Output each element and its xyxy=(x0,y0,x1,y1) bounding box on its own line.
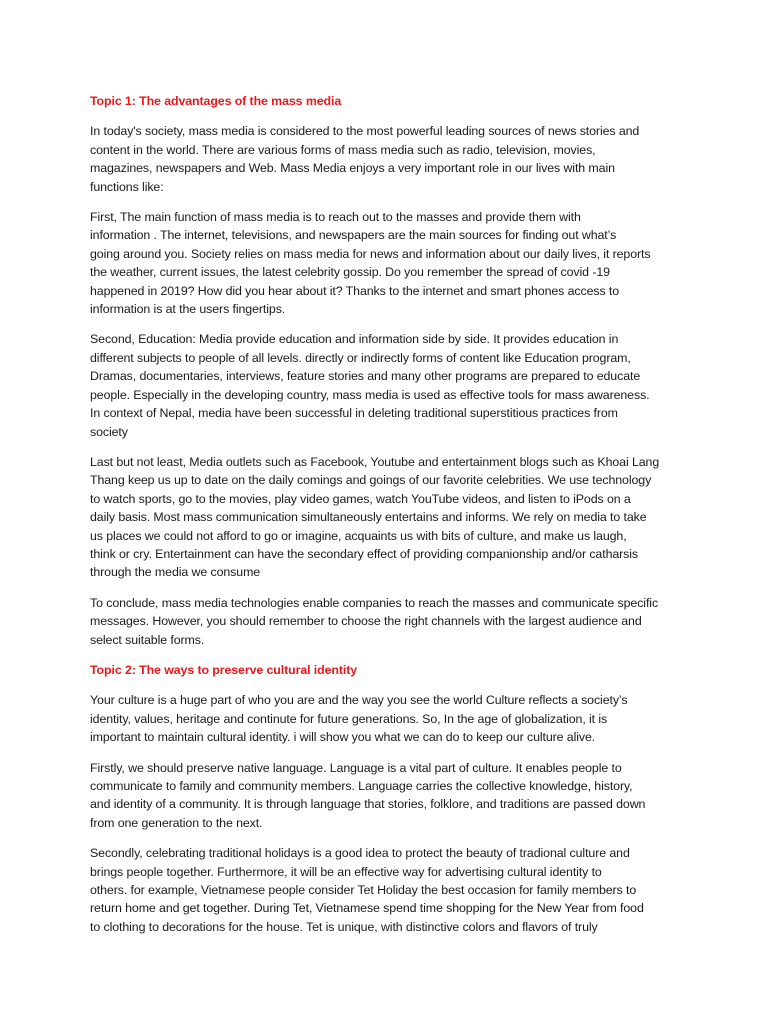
topic-2-paragraph-secondly xyxy=(90,844,690,936)
topic-1-paragraph-conclusion xyxy=(90,594,690,649)
text-line: brings people together. Furthermore, it will be an effective way for advertising cultural identity to xyxy=(90,864,602,879)
text-line: going around you. Society relies on mass media for news and information about our daily lives, it reports xyxy=(90,246,651,261)
text-line: others. for example, Vietnamese people consider Tet Holiday the best occasion for family members to xyxy=(90,883,637,898)
text-line: Secondly, celebrating traditional holidays is a good idea to protect the beauty of tradional culture and xyxy=(90,846,630,861)
text-line: different subjects to people of all levels. directly or indirectly forms of content like Education program, xyxy=(90,350,631,365)
text-line: Last but not least, Media outlets such as Facebook, Youtube and entertainment blogs such as Khoai Lang xyxy=(90,454,660,469)
text-line: Thang keep us up to date on the daily comings and goings of our favorite celebrities. We use technology xyxy=(90,473,652,488)
topic-2-heading: Topic 2: The ways to preserve cultural identity xyxy=(90,662,358,677)
text-line: people. Especially in the developing country, mass media is used as effective tools for mass awareness. xyxy=(90,387,650,402)
text-line: us places we could not afford to go or imagine, acquaints us with bits of culture, and make us laugh, xyxy=(90,528,627,543)
text-line: information . The internet, televisions, and newspapers are the main sources for finding out what’s xyxy=(90,228,617,243)
document-body xyxy=(90,92,690,948)
text-line: to clothing to decorations for the house. Tet is unique, with distinctive colors and flavors of truly xyxy=(90,919,598,934)
topic-1-paragraph-last xyxy=(90,453,690,582)
topic-1-paragraph-first xyxy=(90,208,690,318)
text-line: Second, Education: Media provide education and information side by side. It provides education in xyxy=(90,332,619,347)
text-line: happened in 2019? How did you hear about it? Thanks to the internet and smart phones access to xyxy=(90,283,620,298)
text-line: to watch sports, go to the movies, play video games, watch YouTube videos, and listen to iPods on a xyxy=(90,491,631,506)
topic-1-heading: Topic 1: The advantages of the mass media xyxy=(90,94,342,108)
text-line: the weather, current issues, the latest celebrity gossip. Do you remember the spread of covid -19 xyxy=(90,265,610,280)
text-line: through the media we consume xyxy=(90,565,261,580)
text-line: return home and get together. During Tet, Vietnamese spend time shopping for the New Year from food xyxy=(90,901,644,916)
text-line: Dramas, documentaries, interviews, feature stories and many other programs are prepared to educate xyxy=(90,369,641,384)
text-line: communicate to family and community members. Language carries the collective knowledge, history, xyxy=(90,779,633,793)
text-line: magazines, newspapers and Web. Mass Media enjoys a very important role in our lives with main xyxy=(90,161,615,176)
text-line: Your culture is a huge part of who you are and the way you see the world Culture reflects a society’s xyxy=(90,693,628,708)
text-line: and identity of a community. It is through language that stories, folklore, and traditions are passed down xyxy=(90,797,646,812)
text-line: functions like: xyxy=(90,179,164,194)
text-line: To conclude, mass media technologies enable companies to reach the masses and communicate specific xyxy=(90,595,659,610)
text-line: content in the world. There are various forms of mass media such as radio, television, movies, xyxy=(90,142,596,157)
text-line: daily basis. Most mass communication simultaneously entertains and informs. We rely on media to take xyxy=(90,510,647,525)
text-line: important to maintain cultural identity. i will show you what we can do to keep our culture alive. xyxy=(90,730,596,745)
text-line: identity, values, heritage and continute for future generations. So, In the age of globalization, it is xyxy=(90,711,608,726)
topic-2-paragraph-firstly xyxy=(90,759,690,833)
text-line: society xyxy=(90,424,128,439)
text-line: In context of Nepal, media have been successful in deleting traditional superstitious practices from xyxy=(90,406,618,421)
text-line: First, The main function of mass media is to reach out to the masses and provide them with xyxy=(90,210,581,225)
topic-1-paragraph-intro xyxy=(90,122,690,196)
text-line: select suitable forms. xyxy=(90,632,205,647)
topic-2-paragraph-intro xyxy=(90,691,690,746)
topic-1-paragraph-second xyxy=(90,330,690,440)
text-line: messages. However, you should remember to choose the right channels with the largest audience and xyxy=(90,614,642,629)
text-line: In today's society, mass media is considered to the most powerful leading sources of news stories and xyxy=(90,124,640,139)
text-line: Firstly, we should preserve native language. Language is a vital part of culture. It enables people to xyxy=(90,760,622,775)
text-line: think or cry. Entertainment can have the secondary effect of providing companionship and/or catharsis xyxy=(90,546,639,561)
text-line: information is at the users fingertips. xyxy=(90,302,286,317)
text-line: from one generation to the next. xyxy=(90,815,263,830)
